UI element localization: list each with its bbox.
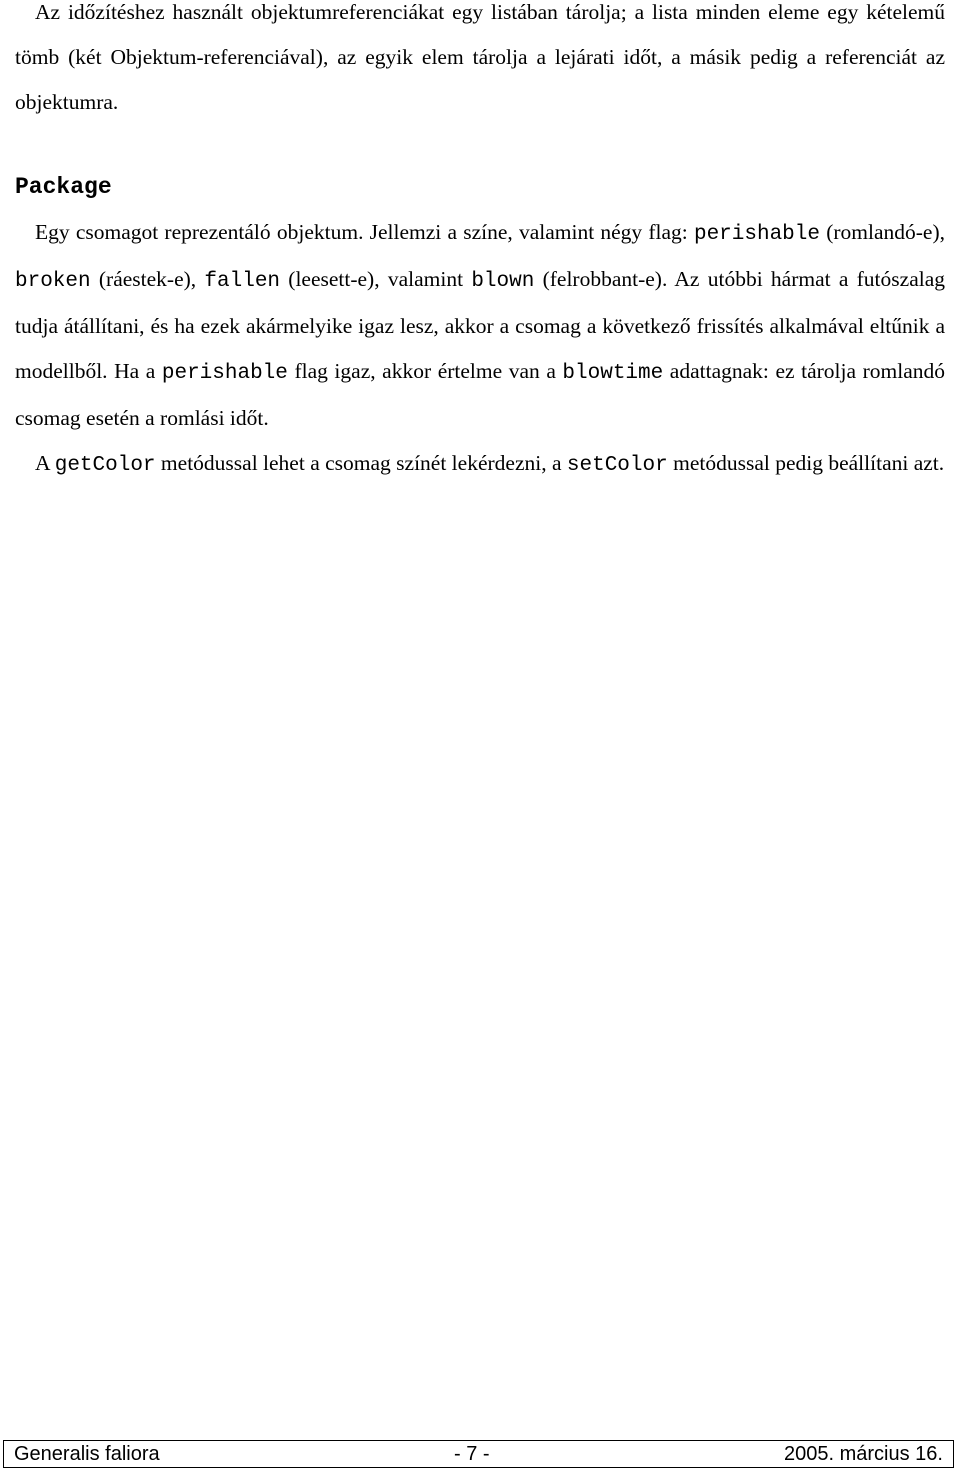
paragraph-timer-list: Az időzítéshez használt objektumreferenciákat egy listában tárolja; a lista minden eleme egy kételemű tömb (két Objektum-referenciával), az egyik elem tárolja a lejárati időt, a másik pedig a referenciát az objektumra. xyxy=(15,0,945,114)
text-run: flag igaz, akkor értelme van a xyxy=(287,359,563,383)
footer-page-number: - 7 - xyxy=(454,1443,490,1465)
paragraph-package-description xyxy=(15,210,945,441)
text-run: (romlandó-e), xyxy=(820,220,945,244)
code-fallen: fallen xyxy=(204,270,281,293)
text-run: adattagnak: ez tárolja romlandó csomag esetén a romlási időt. xyxy=(15,359,945,430)
paragraph-color-methods xyxy=(15,441,945,488)
code-setcolor: setColor xyxy=(566,454,668,477)
text-run: (ráestek-e), xyxy=(90,267,205,291)
text-run: Egy csomagot reprezentáló objektum. Jellemzi a színe, valamint négy flag: xyxy=(35,220,694,244)
document-body xyxy=(15,0,945,488)
code-perishable: perishable xyxy=(693,223,820,246)
page-footer xyxy=(3,1440,954,1468)
section-heading-package: Package xyxy=(15,174,112,200)
footer-team-name: Generalis faliora xyxy=(14,1443,160,1465)
code-broken: broken xyxy=(15,270,91,293)
text-run: metódussal pedig beállítani azt. xyxy=(667,451,945,475)
code-getcolor: getColor xyxy=(54,454,156,477)
text-run: A xyxy=(35,451,55,475)
code-perishable-2: perishable xyxy=(161,362,288,385)
footer-date: 2005. március 16. xyxy=(784,1443,943,1465)
text-run: metódussal lehet a csomag színét lekérdezni, a xyxy=(155,451,567,475)
text-run: (leesett-e), valamint xyxy=(280,267,472,291)
text-run: (felrobbant-e). Az utóbbi hármat a futószalag tudja átállítani, és ha ezek akármelyike igaz lesz, akkor a csomag a következő frissítés alkalmával eltűnik a modellből. Ha a xyxy=(15,267,945,383)
code-blown: blown xyxy=(471,270,535,293)
code-blowtime: blowtime xyxy=(562,362,664,385)
